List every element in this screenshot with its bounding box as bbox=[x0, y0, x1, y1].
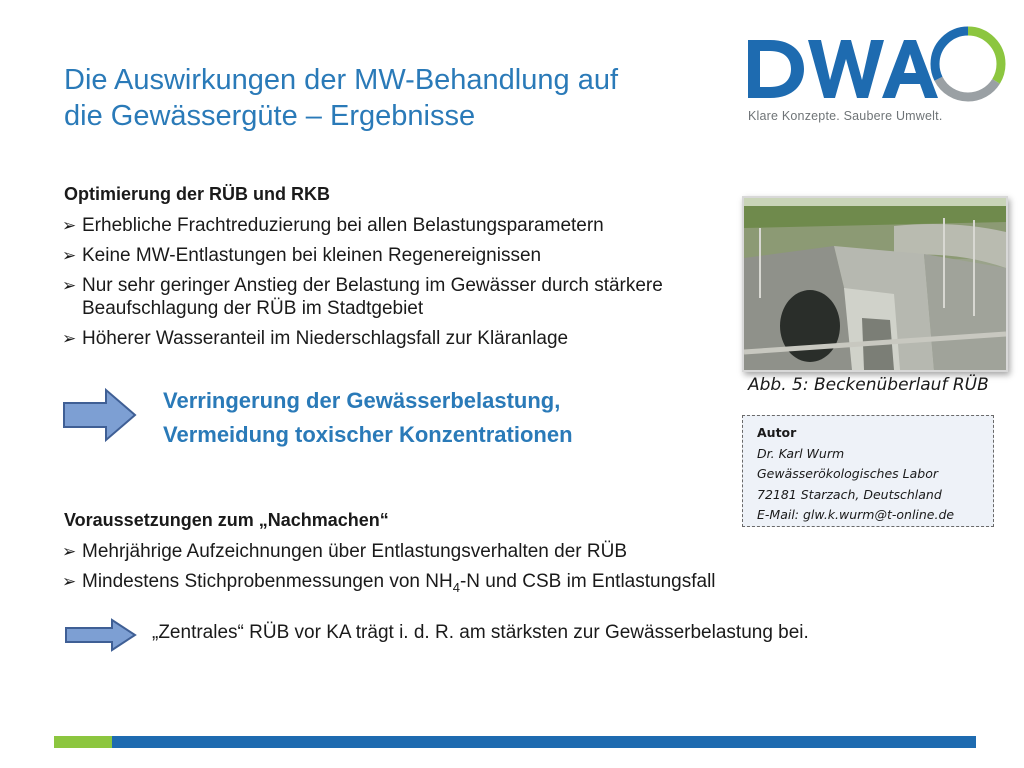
bullet-list-voraussetzungen bbox=[62, 540, 862, 606]
author-email[interactable]: E-Mail: glw.k.wurm@t-online.de bbox=[757, 507, 955, 522]
bullet-arrow-icon: ➢ bbox=[62, 246, 77, 265]
right-arrow-icon bbox=[62, 387, 138, 443]
right-arrow-icon bbox=[64, 618, 138, 652]
conclusion-text: „Zentrales“ RÜB vor KA trägt i. d. R. am stärksten zur Gewässerbelastung bei. bbox=[152, 622, 809, 643]
author-organization: Gewässerökologisches Labor bbox=[757, 466, 939, 481]
slide-title-line1: Die Auswirkungen der MW-Behandlung auf bbox=[64, 64, 619, 96]
list-item: ➢ Erhebliche Frachtreduzierung bei allen Belastungsparametern bbox=[62, 215, 604, 236]
bullet-list-optimierung bbox=[62, 214, 742, 357]
footer-bar-blue bbox=[112, 736, 976, 748]
author-address: 72181 Starzach, Deutschland bbox=[757, 486, 942, 502]
footer-bar-green bbox=[54, 736, 112, 748]
bullet-arrow-icon: ➢ bbox=[62, 329, 77, 348]
highlight-line2: Vermeidung toxischer Konzentrationen bbox=[163, 422, 573, 447]
list-item: ➢ Keine MW-Entlastungen bei kleinen Regenereignissen bbox=[62, 245, 542, 266]
slide-title bbox=[64, 62, 704, 134]
author-heading: Autor bbox=[757, 425, 797, 440]
author-box bbox=[742, 415, 994, 527]
list-item: ➢ Mehrjährige Aufzeichnungen über Entlastungsverhalten der RÜB bbox=[62, 541, 627, 562]
section-heading-voraussetzungen: Voraussetzungen zum „Nachmachen“ bbox=[64, 510, 389, 530]
list-item: ➢ Mindestens Stichprobenmessungen von $NH_4-N$ und CSB im Entlastungsfall bbox=[62, 571, 716, 595]
section-heading-optimierung: Optimierung der RÜB und RKB bbox=[64, 184, 330, 204]
logo-tagline: Klare Konzepte. Saubere Umwelt. bbox=[748, 109, 943, 123]
author-name: Dr. Karl Wurm bbox=[757, 445, 845, 461]
highlight-statement bbox=[163, 384, 573, 452]
bullet-arrow-icon: ➢ bbox=[62, 542, 77, 561]
figure-caption: Abb. 5: Beckenüberlauf RÜB bbox=[748, 375, 989, 395]
highlight-line1: Verringerung der Gewässerbelastung, bbox=[163, 388, 561, 413]
slide-title-line2: die Gewässergüte – Ergebnisse bbox=[64, 100, 476, 132]
overflow-basin-photo bbox=[742, 196, 1008, 372]
list-item: ➢ Nur sehr geringer Anstieg der Belastung im Gewässer durch stärkere Beaufschlagung der RÜB im Stadtgebiet bbox=[62, 275, 663, 319]
bullet-arrow-icon: ➢ bbox=[62, 216, 77, 235]
list-item: ➢ Höherer Wasseranteil im Niederschlagsfall zur Kläranlage bbox=[62, 328, 569, 349]
bullet-arrow-icon: ➢ bbox=[62, 572, 77, 591]
bullet-arrow-icon: ➢ bbox=[62, 276, 77, 295]
